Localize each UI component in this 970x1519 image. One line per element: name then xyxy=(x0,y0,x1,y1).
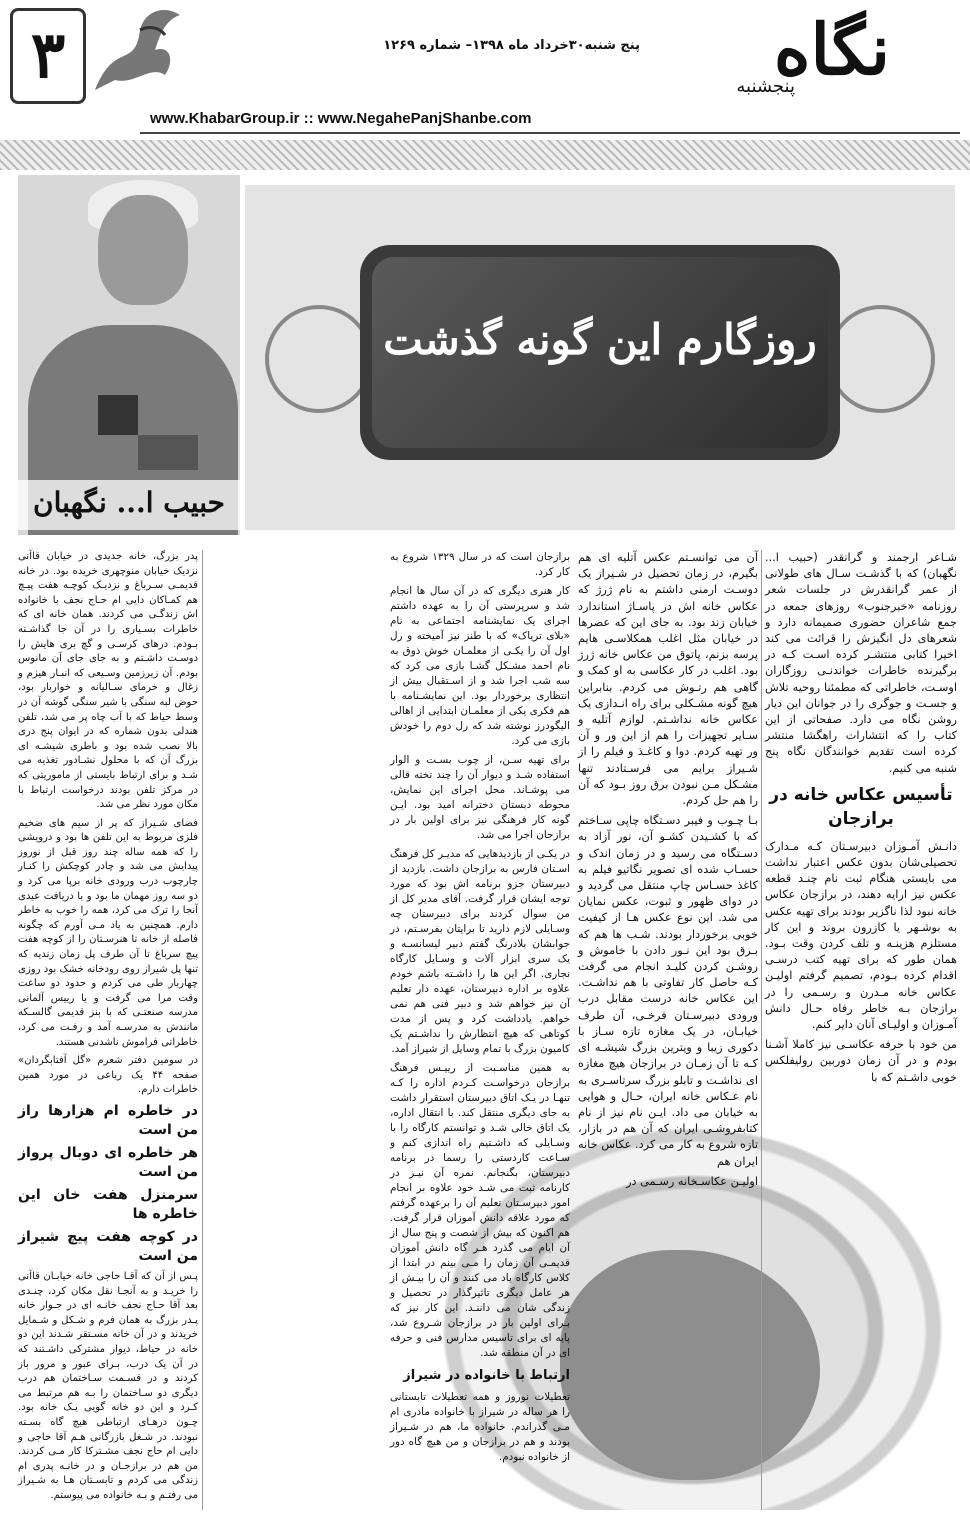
paragraph: پدر بزرگ، خانه جدیدی در خیابان قاآنی نزدیک خیابان منوچهری خریده بود. در خانه قدیمـی سـرباغ و نزدیـک کوچـه هفت پیـچ هم کمـاکان دایی ام حـاج نجف با خانواده اش زندگـی می کردند. همان خانه ای که خاطرات بسـیاری را در آن جا گذاشـته بـودم. درهای کرسـی و گچ بری هایش را دوسـت داشـتم و به جای جای آن مانوس بودم. آن زیرزمین وسـیعی که انبـار هیزم و زغال و خرمای سـالیانه و خواربار بود، حوض لبه سنگی با شیر سنگی گوشه آن در وسط حیاط که با آب چاه پر می شد، تلفن هندلی بدون شماره که در ایوان پنج دری بالا نصب شده بود و باطری شیشـه ای بزرگ آن که با محلول نشـادور تغذیه می شـد و برای ارتباط بایستی از ماموریتی که در مرکز تلفن بودند درخواست ارتباط با مکان مورد نظر می شد. xyxy=(18,551,198,811)
paragraph: برازجان است که در سال ۱۳۲۹ شروع به کار کرد. xyxy=(390,551,570,578)
section-heading: تأسیس عکاس خانه در برازجان xyxy=(769,784,953,829)
title-plate xyxy=(360,245,840,460)
section-heading: ارتباط با خانواده در شیراز xyxy=(403,1368,570,1383)
issue-date: پنج شنبه۳۰خرداد ماه ۱۳۹۸– شماره ۱۲۶۹ xyxy=(383,38,640,53)
paragraph: تعطیلات نوروز و همه تعطیلات تابستانی را هر ساله در شیراز با خانواده مادری ام مـی گذراندم. خانواده ما، هم در شـیراز بودند و هم در برازجان و من هیچ گاه دور از خانواده نبودم. xyxy=(390,1391,570,1463)
paragraph: در یکـی از بازدیدهایی که مدیـر کل فرهنگ اسـتان فارس به برازجان داشت. بازدید از دبیرستان جزو برنامه اش بود که مورد توجه ایشان قرار گرفت. آقای مدیر کل از من سوال کردند برای دبیرستان چه وسـایلی لازم دارید تا برایتان بفرسـتم، در جوابشان بلادرنگ گفتم دبیر لیسانسـه و یک سری ابزار آلات و وسـایل کارگاه نجاری. اگر این ها را داشـته باشم خودم علاوه بر اداره دبیرستان، عهده دار تعلیم آن نیز خواهم شد و دبیر فنی هم نمی خواهم. یادداشت کرد و پس از مدت کوتاهی که هیچ انتظارش را نداشـتم یک کامیون بزرگ با تمام وسایل از شیراز آمد. xyxy=(390,848,570,1055)
paragraph: دانـش آمـوزان دبیرسـتان کـه مـدارک تحصیلی‌شان بدون عکس اعتبار نداشت می بایستی هنگام ثبت نام چنـد قطعه عکس نیز ارایه دهند، در برازجان عکاس خانه نبود لذا ناگزیر بودند برای تهیه عکس به بوشـهر یا کازرون بروند و این کار مستلزم هزینـه و تلف کردن وقت بـود. همان طور که برای تهیه کتب درسـی اقدام کرده بـودم، تصمیم گرفتم اولیـن عکاس خانه مـدرن و رسـمی را در برازجان بـه خاطر رفاه حـال دانش آمـوزان و اولیـای آنان دایر کنم. xyxy=(765,839,957,1032)
poem-line: در کوچه هفت پیچ شیراز من است xyxy=(18,1228,198,1264)
paragraph: من خود با حرفه عکاسـی نیز کاملا آشـنا بودم و در آن زمان دوربین رولیفلکس خوبی داشـتم که با xyxy=(765,1038,957,1084)
paragraph: در سومین دفتر شعرم «گل آفتابگردان» صفحه ۴۴ یک رباعی در مورد همین خاطرات دارم. xyxy=(18,1055,198,1096)
author-caption xyxy=(18,480,240,530)
paragraph: اولیـن عکاسـخانه رسـمی در xyxy=(626,1174,758,1188)
poem-line: در خاطره ام هزارها راز من است xyxy=(18,1102,198,1138)
newspaper-logo xyxy=(650,8,960,108)
ornament-left-icon xyxy=(265,305,373,413)
column-2 xyxy=(578,550,758,1194)
paragraph: پـس از آن که آقـا حاجی خانه خیابـان قاآنی را خریـد و به آنجـا نقل مکان کرد، چنـدی بعد آقا حـاج نجف خانـه ای در جـوار خانه پـدر بزرگ به همان فرم و شـکل و شـمایل خریدند و در آن خانه مسـتقر شـدند این دو خانه در حیاط، دیوار مشترکی داشـتند که در آن یک درب، بـرای عبور و مرور باز کردند و در قسـمت سـاختمان هم درب دیگری دو سـاختمان را بـه هم مرتبط می کـرد و این دو خانه گویی یـک خانه بود. چـون درهـای ارتباطی هیچ گاه بسـته نبودند. در شـغل بازرگانی هـم آقا حاجی و دایی ام حاج نجف مشـترکا کار مـی کردند. من هم در برازجـان و در خانـه پدری ام زندگی می کردم و تابسـتان هـا به شـیراز می رفتـم و بـه خانواده می پیوستم. xyxy=(18,1270,198,1501)
paragraph: بـا چـوب و فیبر دسـتگاه چاپی سـاختم که با کشـیدن کشـو آن، نور آزاد به دسـتگاه می رسید و در زمان اندک و حسـاب شده ای تصویر نگاتیو فیلم به کاغذ حسـاس چاپ منتقل می گردید و در دوای ظهور و ثبوت، عکس نمایان می شد. این نوع عکس هـا از کیفیت خوبی برخوردار بودند. شـب ها هم که بـرق بود این نـور دادن با خاموش و روشـن کردن کلیـد انجام می گرفت کـه حاصل کار تفاوتی با هم نداشـت. این عکاس خانه درست مقابل درب ورودی دبیرسـتان فرخـی، آن طرف خیابـان، در یک مغازه تازه سـاز با دکوری زیبا و ویترین بزرگ شیشـه ای کـه تا آن زمـان در برازجان هیچ مغازه ای نداشـت و تابلو بزرگ سرتاسـری به نام عـکاس خانه ایران، حـال و هوایی به خیابان می داد. ایـن نام نیز از نام کتابفروشـی ایران که آن هم در بازار، تازه شروع به کار می کرد. عکاس خانه ایران هم xyxy=(577,814,758,1168)
column-4 xyxy=(18,550,198,1507)
phoenix-emblem-icon xyxy=(85,0,185,100)
title-ornament xyxy=(245,185,955,530)
article-title: روزگارم این گونه گذشت xyxy=(383,315,817,364)
paragraph: به همین مناسـبت از رییـس فرهنگ برازجان درخواسـت کـردم اداره را کـه تنهـا در یـک اتاق دبیرستان استقرار داشت به جای دیگری منتقل کند. با انتقال اداره، یک اتاق خالی شـد و توانستم کارگاه را با وسـایلی که داشـتیم راه اندازی کنم و سـاعت کاردستی را رسما در برنامه دبیرستان، بگنجانم. نمره آن نیـز در کارنامه ثبت می شـد خود علاوه بر انجام امور دبیرسـتان تعلیم آن را برعهده گرفتم که مورد علاقه دانش آموزان قرار گرفت. هم اکنون که بیش از شصت و پنج سال از آن ایام می گذرد هـر گاه دانش آموزان قدیمـی آن زمان را مـی بینم در ابتدا از کلاس کارگاه یاد می کنند و آن را بیـش از هر عامل دیگری تاثیرگذار در تحصیل و زندگی شان می داننـد. این کار نیز که بـرای اولین بار در برازجان شـروع شد، پایه ای برای تاسیس مدارس فنی و حرفه ای در آن منطقه شد. xyxy=(390,1062,570,1359)
poem-line: هر خاطره ای دوبال پرواز من است xyxy=(18,1144,198,1180)
column-divider xyxy=(761,550,762,1510)
column-1 xyxy=(765,550,957,1090)
header-divider xyxy=(140,132,960,134)
poem-line: سرمنزل هفت خان این خاطره ها xyxy=(18,1186,198,1222)
ornament-right-icon xyxy=(827,305,935,413)
column-divider xyxy=(202,550,203,1510)
hatched-band xyxy=(0,140,970,170)
logo-title: نگاه xyxy=(773,8,890,91)
page-header xyxy=(0,0,970,140)
website-links[interactable]: www.KhabarGroup.ir :: www.NegahePanjShanbe.com xyxy=(150,110,532,127)
paragraph: کار هنری دیگری که در آن سال ها انجام شد و سرپرستی آن را به عهده داشتم اجرای یک نمایشنامه اجتماعی به نام «بلای تریاک» که با طنز نیز آمیخته و رل اول آن را یکـی از معلمـان خوش ذوق به نام احمد مشـکل گشـا بازی می کرد که سه شب اجرا شد و از اسـتقبال بیش از انتظاری برخوردار بود. این نمایشـنامه با هم فکری یکی از معلمـان ابتدایی از اهالی الیگودرز نوشته شد که رل دوم را خودش بازی می کرد. xyxy=(390,585,570,747)
paragraph: برای تهیه سـن، از چوب بسـت و الوار استفاده شـد و دیوار آن را چند تخته قالی می پوشـاند. محل اجرای این نمایش، محوطه دبستان دخترانه امید بود. ایـن گونه کار فرهنگی نیز برای اولین بار در برازجان اجرا می شد. xyxy=(390,754,570,841)
column-3 xyxy=(390,550,570,1469)
author-name: حبیب ا... نگهبان xyxy=(33,486,225,519)
intro-paragraph: شـاعر ارجمند و گرانقدر (حبیب ا... نگهبان) که با گذشـت سـال های طولانی از عمر گرانقدرش در جلسات شعر روزنامه «خبرجنوب» روزهای جمعه در جمع شاعران حضوری صمیمانه دارد و شعرهای دل انگیزش را قرائت می کند اخیرا کتابی منتشـر کرده اسـت کـه در برگیرنده خاطرات خواندنـی روزگاران اوسـت، خاطراتی که مطمئنا روحیه تلاش و جسـت و جوگری را در جوانان این دیار روشن نگاه می دارد. صفحاتی از این کتاب را که انتشارات راهگشا منتشر کرده است تقدیم خوانندگان نگاه پنج شنبه می کنیم. xyxy=(765,551,957,775)
page-number: ۳ xyxy=(10,8,86,104)
paragraph: فضای شـیراز که پر از سیم های ضخیم فلزی مربوط به این تلفن ها بود و درویشی را که همه ساله چند روز قبل از نوروز پیدایش می شد و چادر کوچکش را کنـار چارچوب درب ورودی خانه برپا می کرد و دو سه روز مهمان ما بود و با دریافت عیدی آنجا را ترک می کرد، همه را خوب به خاطر دارم. همچنین به یاد مـی آورم که چگونه فاصله از خانه تا هنرسـتان را از کوچه هفت پیچ سرباغ تا آن طرف پل زمان زندیه که تنها پل شیراز روی رودخانه خشک بود روزی چهاربار طی می کردم و حدود دو ساعت وقت مرا می گرفت و یا رییس آلمانی مدرسه صنعتـی که با بنز قدیمی گالسـکه مانندش به مدرسـه آمد و رفـت می کرد، خاطراتی فراموش ناشدنی هستند. xyxy=(18,817,198,1048)
logo-subtitle: پنجشنبه xyxy=(736,76,795,97)
paragraph: آن می توانسـتم عکس آتلیه ای هم بگیرم، در زمان تحصیل در شـیراز یک دوسـت ارمنی داشتم به نام ژرژ که عکاس خانه اش در پاسـاژ استاندارد خیابان زند بود. به جای این که عصرها در خیابان مثل اغلب همکلاسـی هایم پرسه بزنم، پاتوق من عکاس خانه ژرژ بود. اغلب در کار عکاسی به او کمک و گاهی هم رتـوش می کردم. بنابراین هیچ گونه مشـکلی برای راه انـدازی یک عکاس خانه نداشـتم. لوازم آتلیه و سـایر تجهیزات را هم از این ور و آن ور تهیه کردم. دوا و کاغـذ و فیلم را از شـیراز برایم می فرسـتادند تنها مشـکل مـن نبودن برق روز بـود که آن را هم حل کردم. xyxy=(578,551,758,808)
